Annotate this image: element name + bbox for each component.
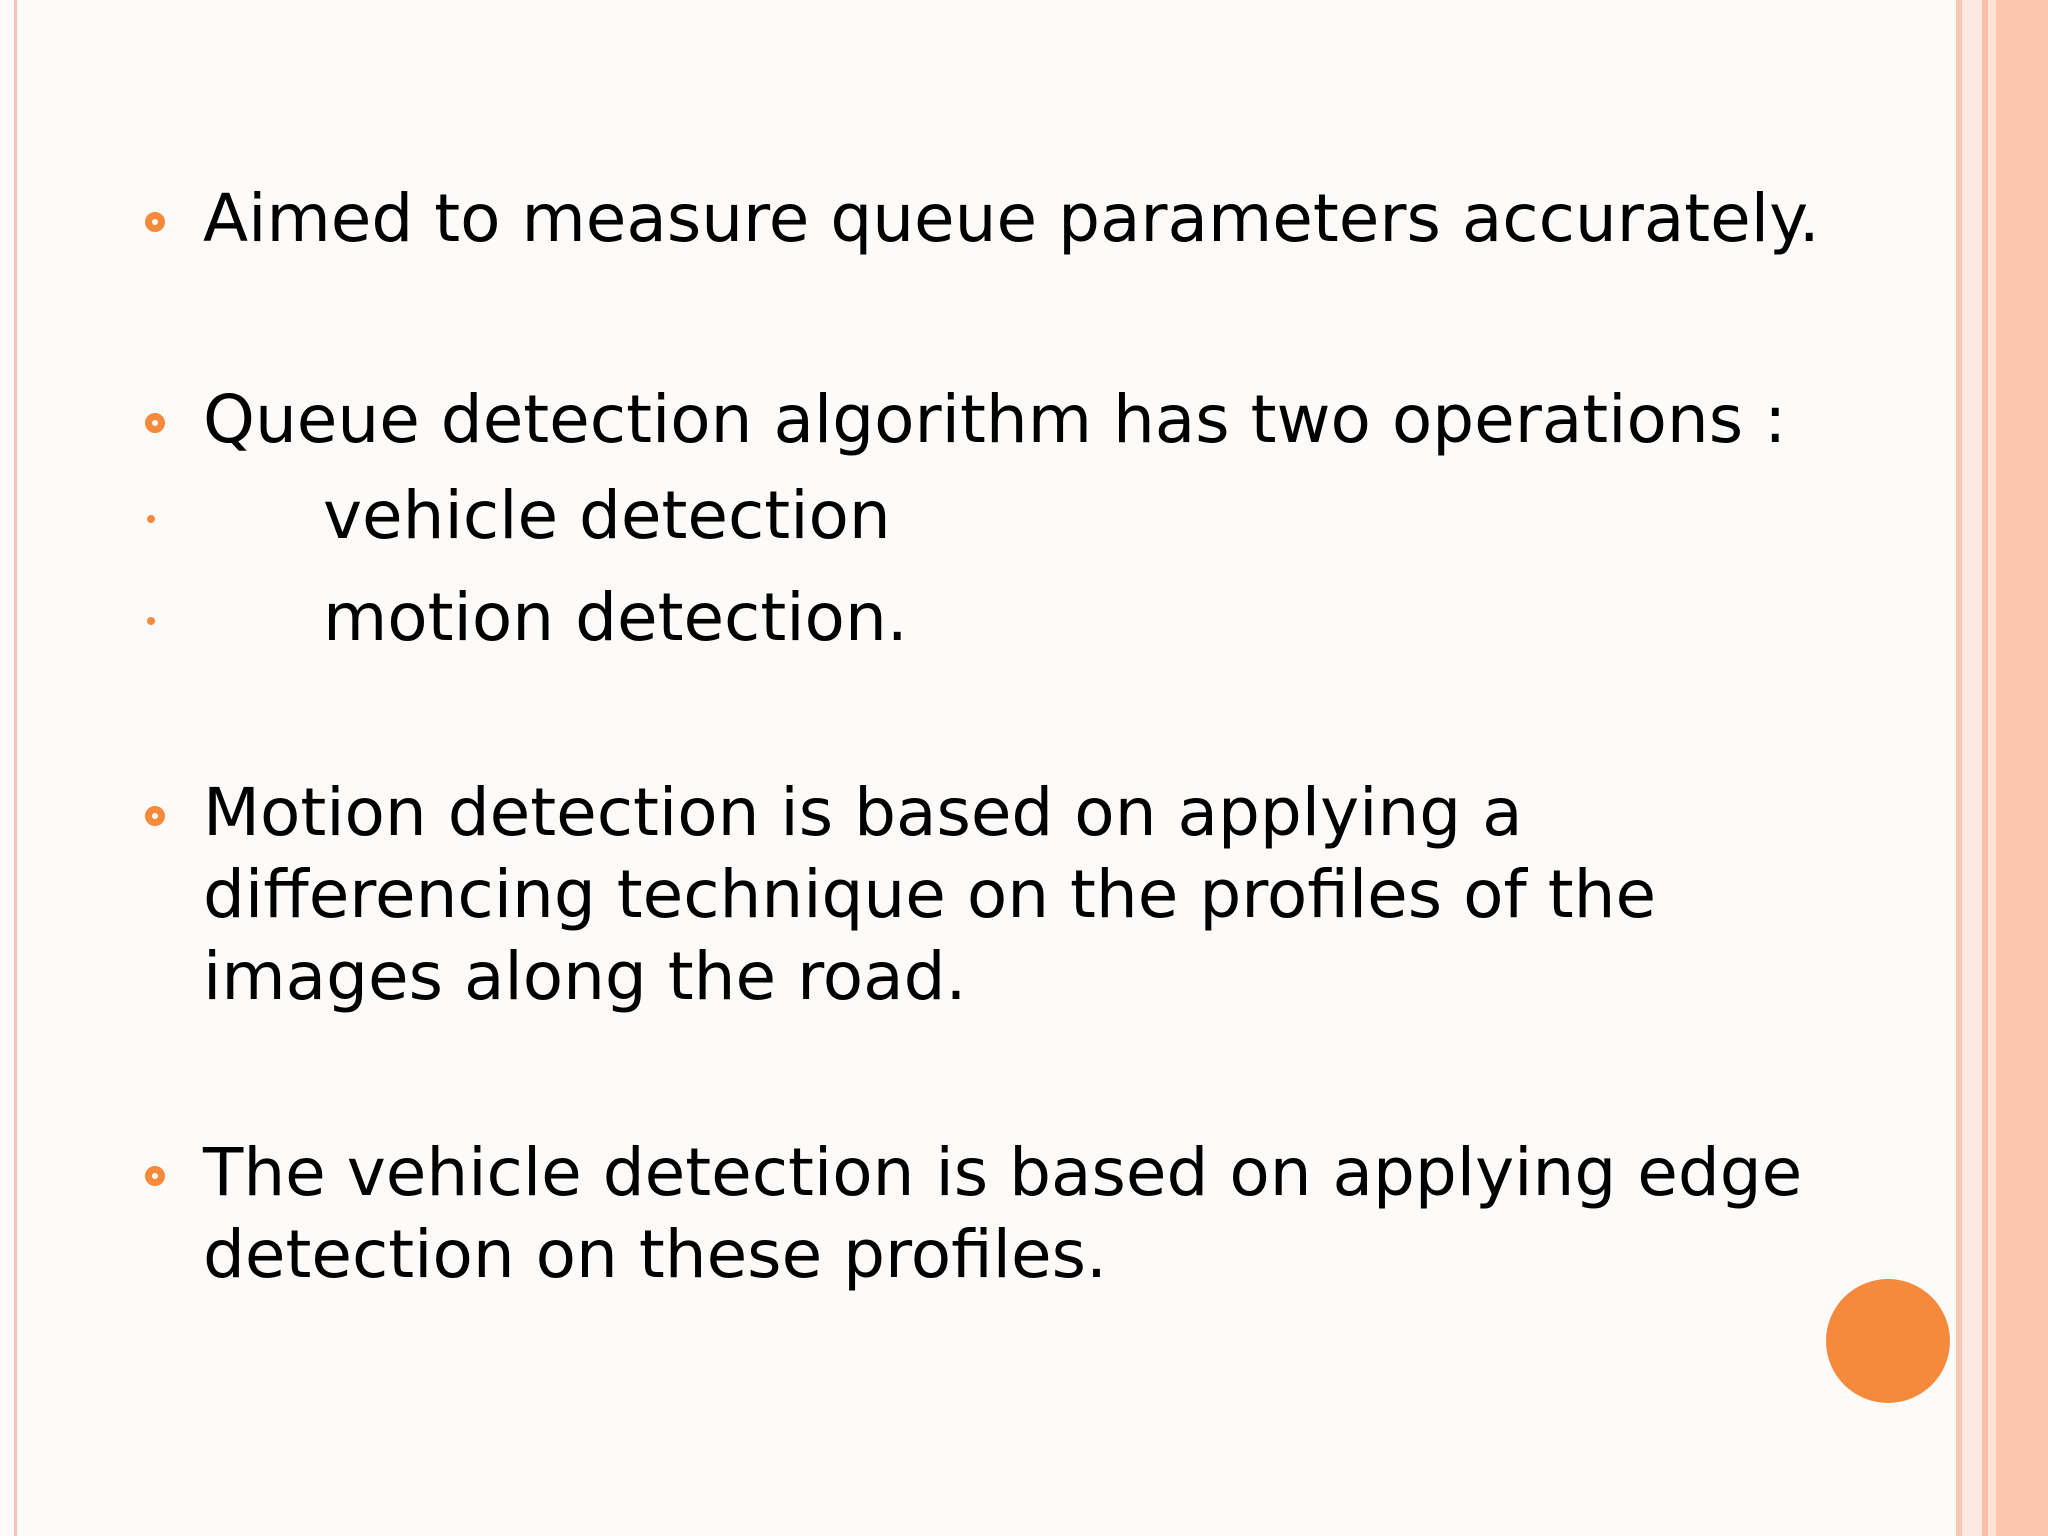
bullet-text-continued: images along the road. [203,938,967,1015]
dot-bullet-icon [147,617,155,625]
bullet-text: Motion detection is based on applying a [203,774,1523,851]
ring-bullet-icon [145,413,165,433]
sub-bullet-text: vehicle detection [323,477,891,554]
bullet-text: Queue detection algorithm has two operations : [203,381,1787,458]
ring-bullet-icon [145,806,165,826]
sub-bullet-text: motion detection. [323,579,908,656]
right-stripe-5 [1996,0,2048,1536]
bullet-text-continued: detection on these profiles. [203,1216,1107,1293]
orange-circle-decoration [1826,1279,1950,1403]
dot-bullet-icon [147,515,155,523]
ring-bullet-icon [145,1166,165,1186]
right-stripe-2 [1962,0,1982,1536]
bullet-text-continued: differencing technique on the profiles of the [203,856,1657,933]
ring-bullet-icon [145,212,165,232]
bullet-text: The vehicle detection is based on applying edge [203,1134,1803,1211]
bullet-text: Aimed to measure queue parameters accurately. [203,180,1820,257]
right-stripe-4 [1988,0,1996,1536]
